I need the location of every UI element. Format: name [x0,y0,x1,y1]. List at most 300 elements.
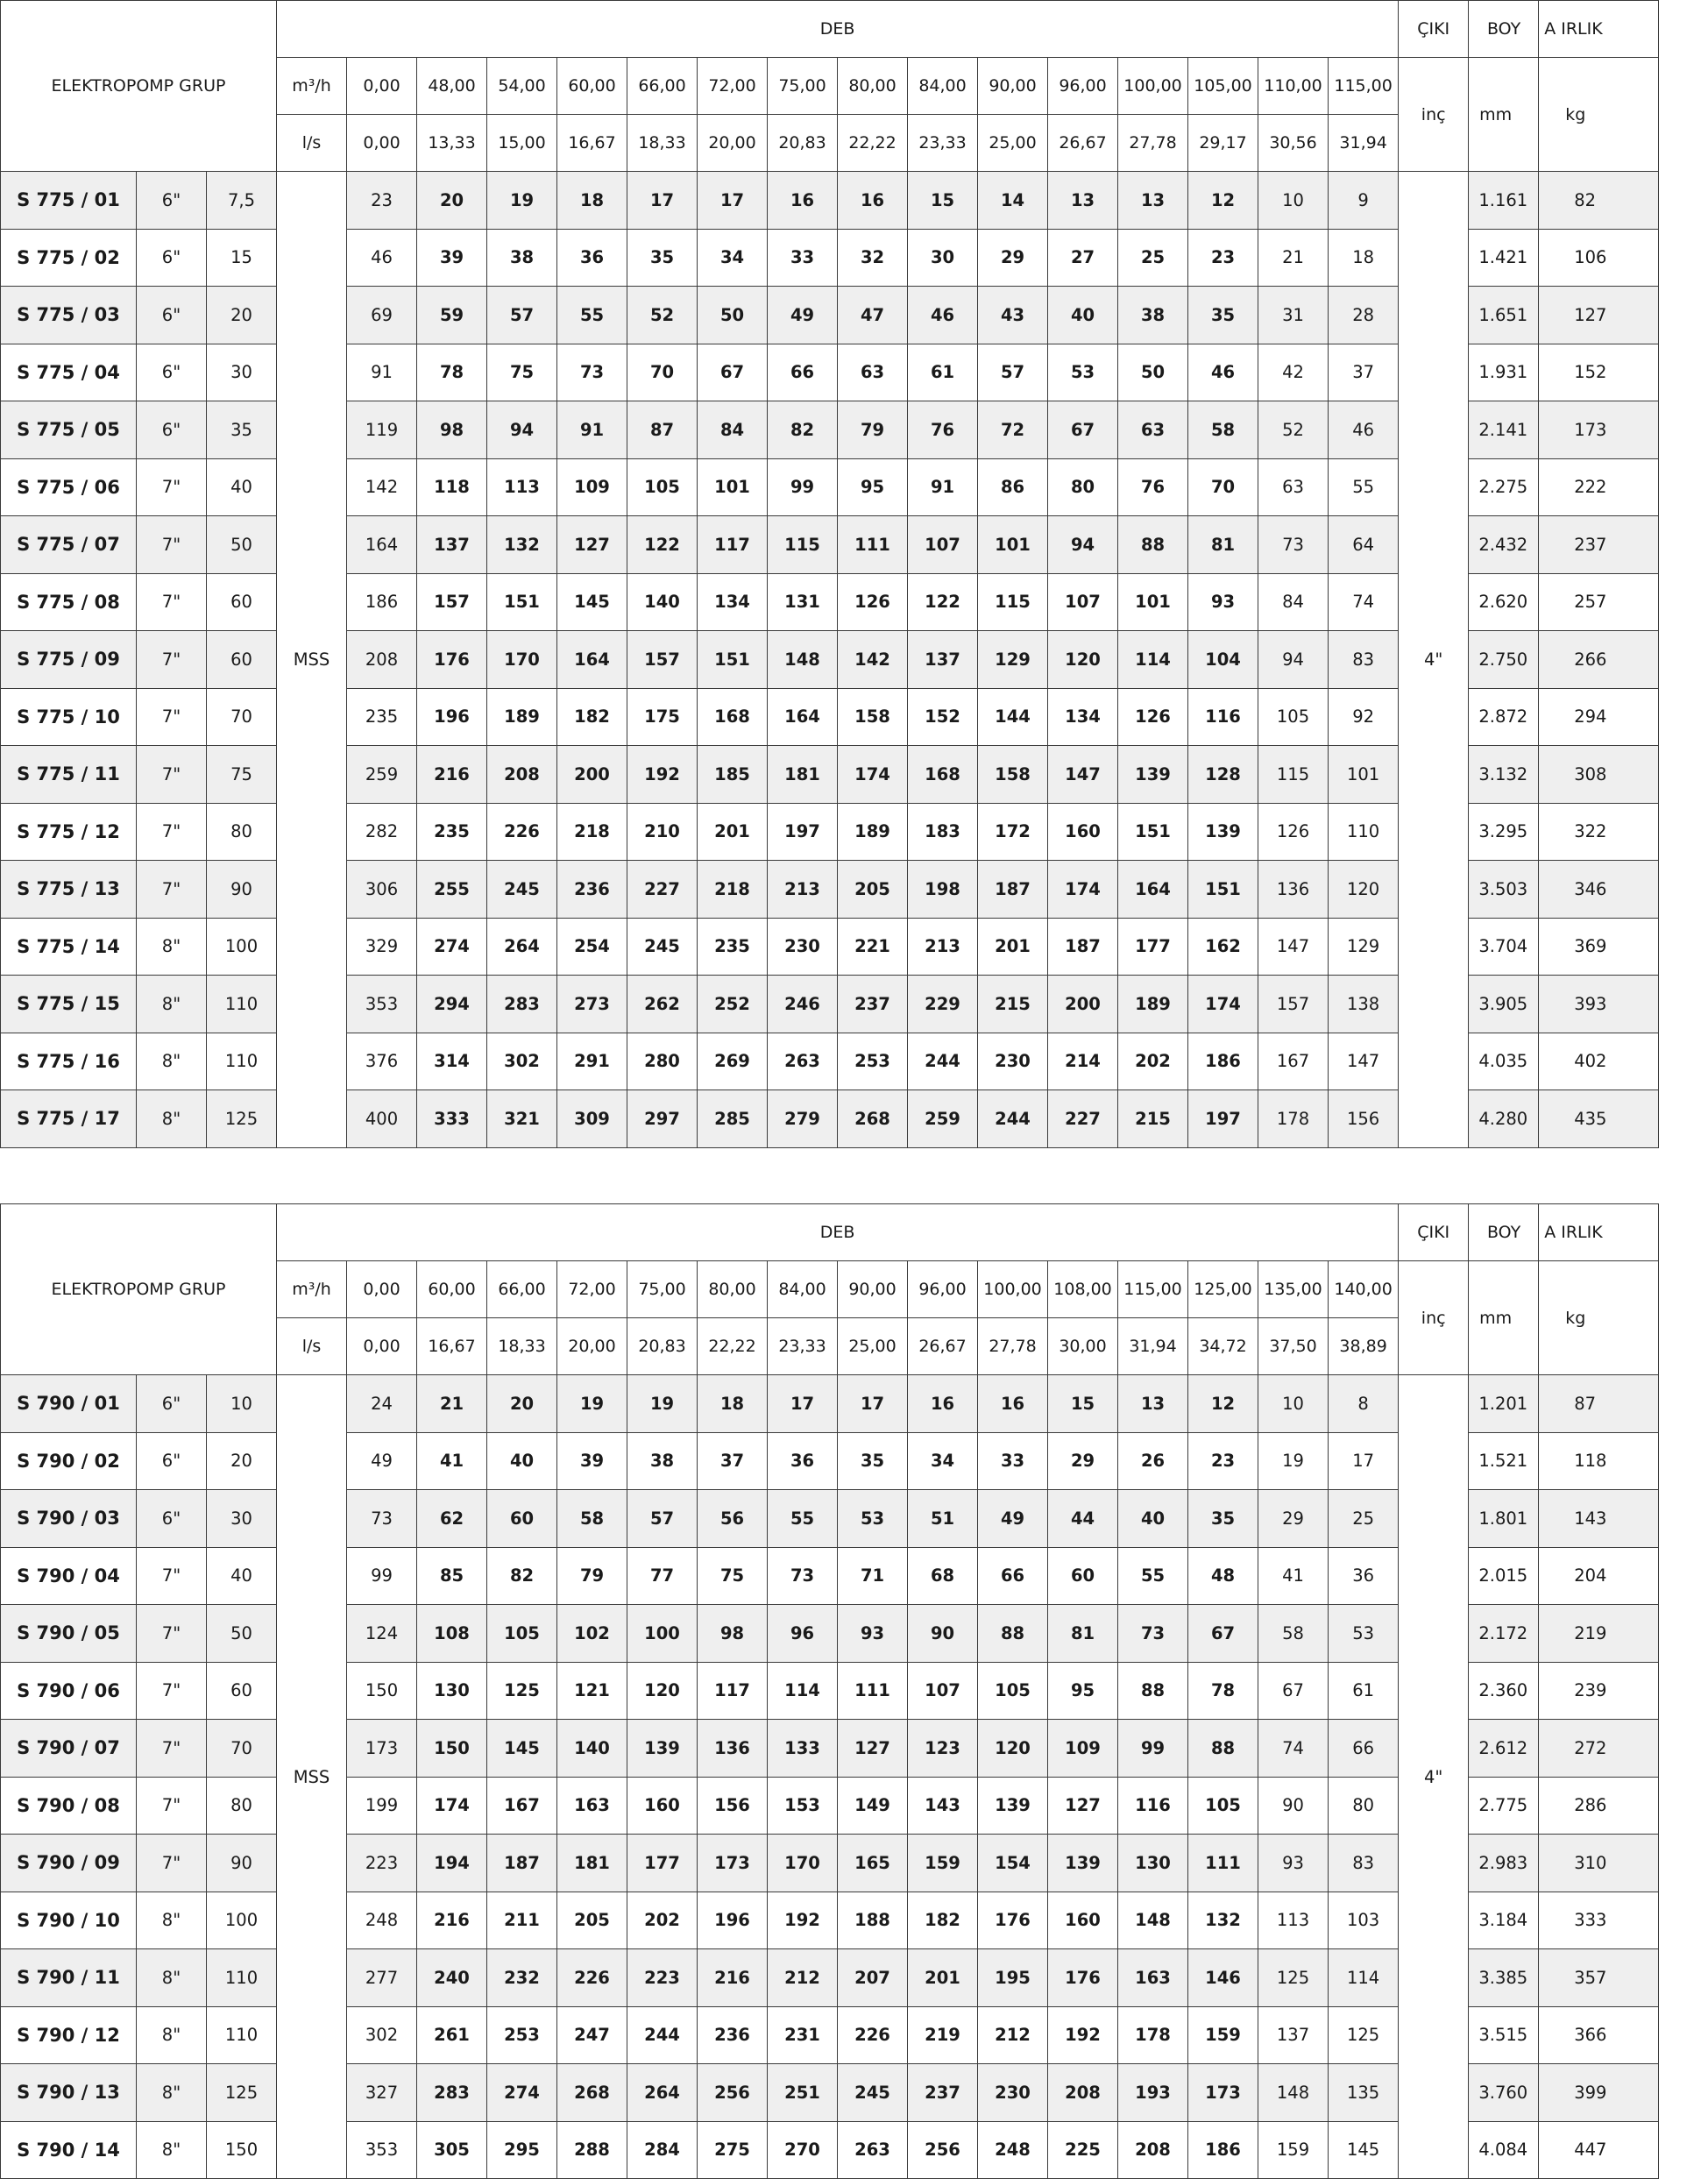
head-value: 94 [487,401,557,459]
head-value: 167 [1258,1033,1329,1090]
length-mm: 1.201 [1469,1375,1539,1433]
head-value: 140 [557,1720,627,1778]
head-value: 151 [487,573,557,631]
unit-m3h: m³/h [277,1261,347,1318]
head-value: 164 [557,631,627,689]
length-mm: 3.385 [1469,1949,1539,2007]
head-value: 150 [417,1720,487,1778]
head-value: 151 [1118,803,1188,861]
head-value: 213 [768,861,838,919]
flow-ls-cell: 27,78 [1118,115,1188,172]
head-value: 152 [908,688,978,746]
unit-mm: mm [1469,1261,1539,1375]
flow-ls-cell: 20,83 [768,115,838,172]
head-value: 111 [838,516,908,574]
head-value: 146 [1188,1949,1258,2007]
head-value: 28 [1329,287,1399,344]
head-value: 20 [417,172,487,230]
flow-ls-cell: 37,50 [1258,1318,1329,1375]
head-value: 108 [417,1605,487,1663]
head-value: 198 [908,861,978,919]
head-value: 376 [347,1033,417,1090]
model-name: S 775 / 12 [1,803,137,861]
head-value: 122 [908,573,978,631]
head-value: 53 [838,1490,908,1548]
motor-power: 50 [207,516,277,574]
flow-m3h-cell: 80,00 [698,1261,768,1318]
head-value: 254 [557,918,627,976]
weight-kg: 237 [1539,516,1659,574]
head-value: 107 [908,516,978,574]
head-value: 123 [908,1720,978,1778]
pump-size: 8" [137,1949,207,2007]
head-value: 244 [908,1033,978,1090]
head-value: 44 [1048,1490,1118,1548]
weight-kg: 272 [1539,1720,1659,1778]
head-value: 186 [1188,2121,1258,2179]
head-value: 244 [978,1090,1048,1148]
head-value: 96 [768,1605,838,1663]
head-value: 67 [1048,401,1118,459]
length-mm: 3.905 [1469,976,1539,1033]
flow-m3h-cell: 100,00 [978,1261,1048,1318]
head-value: 86 [978,458,1048,516]
head-value: 150 [347,1662,417,1720]
flow-m3h-cell: 72,00 [557,1261,627,1318]
head-value: 158 [978,746,1048,804]
head-value: 139 [978,1777,1048,1835]
head-value: 95 [1048,1662,1118,1720]
model-name: S 775 / 09 [1,631,137,689]
flow-m3h-cell: 115,00 [1329,58,1399,115]
head-value: 132 [1188,1892,1258,1949]
flow-ls-cell: 13,33 [417,115,487,172]
head-value: 118 [417,458,487,516]
head-value: 202 [627,1892,698,1949]
head-value: 244 [627,2006,698,2064]
header-row-deb [1,1,1708,58]
head-value: 120 [1329,861,1399,919]
head-value: 297 [627,1090,698,1148]
head-value: 130 [1118,1835,1188,1892]
head-value: 160 [627,1777,698,1835]
head-value: 46 [908,287,978,344]
head-value: 277 [347,1949,417,2007]
head-value: 56 [698,1490,768,1548]
head-value: 109 [1048,1720,1118,1778]
head-value: 51 [908,1490,978,1548]
head-value: 154 [978,1835,1048,1892]
head-value: 101 [1329,746,1399,804]
head-value: 73 [347,1490,417,1548]
head-value: 156 [698,1777,768,1835]
head-value: 173 [698,1835,768,1892]
pump-size: 8" [137,1892,207,1949]
model-name: S 775 / 01 [1,172,137,230]
flow-ls-cell: 0,00 [347,1318,417,1375]
length-mm: 2.750 [1469,631,1539,689]
unit-m3h: m³/h [277,58,347,115]
length-mm: 3.295 [1469,803,1539,861]
head-value: 36 [557,229,627,287]
cikis-label: ÇIKI [1399,1204,1469,1261]
length-mm: 1.421 [1469,229,1539,287]
head-value: 195 [978,1949,1048,2007]
head-value: 37 [698,1432,768,1490]
model-name: S 775 / 10 [1,688,137,746]
model-name: S 775 / 15 [1,976,137,1033]
head-value: 214 [1048,1033,1118,1090]
head-value: 94 [1258,631,1329,689]
head-value: 167 [487,1777,557,1835]
head-value: 58 [557,1490,627,1548]
head-value: 210 [627,803,698,861]
head-value: 101 [978,516,1048,574]
head-value: 100 [627,1605,698,1663]
model-name: S 790 / 02 [1,1432,137,1490]
motor-power: 125 [207,2064,277,2122]
head-value: 121 [557,1662,627,1720]
head-value: 129 [1329,918,1399,976]
head-value: 34 [698,229,768,287]
motor-type: MSS [277,1375,347,2179]
head-value: 353 [347,976,417,1033]
head-value: 27 [1048,229,1118,287]
group-label: ELEKTROPOMP GRUP [1,1,277,172]
head-value: 49 [347,1432,417,1490]
flow-m3h-cell: 90,00 [978,58,1048,115]
flow-m3h-cell: 135,00 [1258,1261,1329,1318]
head-value: 120 [1048,631,1118,689]
weight-kg: 127 [1539,287,1659,344]
head-value: 52 [627,287,698,344]
head-value: 270 [768,2121,838,2179]
flow-ls-cell: 20,00 [557,1318,627,1375]
head-value: 93 [1258,1835,1329,1892]
head-value: 170 [487,631,557,689]
head-value: 162 [1188,918,1258,976]
head-value: 159 [1258,2121,1329,2179]
motor-power: 100 [207,1892,277,1949]
head-value: 75 [698,1547,768,1605]
pump-size: 6" [137,229,207,287]
head-value: 23 [347,172,417,230]
model-name: S 775 / 02 [1,229,137,287]
head-value: 137 [1258,2006,1329,2064]
head-value: 151 [1188,861,1258,919]
head-value: 148 [768,631,838,689]
head-value: 216 [417,746,487,804]
flow-ls-cell: 30,00 [1048,1318,1118,1375]
head-value: 157 [1258,976,1329,1033]
head-value: 227 [627,861,698,919]
motor-power: 30 [207,344,277,401]
head-value: 38 [627,1432,698,1490]
head-value: 223 [347,1835,417,1892]
pump-size: 8" [137,918,207,976]
head-value: 213 [908,918,978,976]
head-value: 245 [487,861,557,919]
head-value: 145 [487,1720,557,1778]
head-value: 73 [768,1547,838,1605]
head-value: 164 [347,516,417,574]
length-mm: 2.141 [1469,401,1539,459]
head-value: 205 [557,1892,627,1949]
head-value: 135 [1329,2064,1399,2122]
head-value: 177 [627,1835,698,1892]
deb-label: DEB [277,1,1399,58]
head-value: 103 [1329,1892,1399,1949]
head-value: 274 [487,2064,557,2122]
head-value: 139 [627,1720,698,1778]
length-mm: 3.760 [1469,2064,1539,2122]
model-name: S 790 / 10 [1,1892,137,1949]
head-value: 245 [838,2064,908,2122]
weight-kg: 143 [1539,1490,1659,1548]
head-value: 268 [838,1090,908,1148]
head-value: 110 [1329,803,1399,861]
head-value: 18 [698,1375,768,1433]
unit-ls: l/s [277,115,347,172]
motor-power: 150 [207,2121,277,2179]
head-value: 246 [768,976,838,1033]
head-value: 67 [1188,1605,1258,1663]
head-value: 67 [698,344,768,401]
head-value: 41 [1258,1547,1329,1605]
flow-m3h-cell: 140,00 [1329,1261,1399,1318]
head-value: 70 [627,344,698,401]
head-value: 16 [838,172,908,230]
head-value: 295 [487,2121,557,2179]
flow-ls-cell: 23,33 [768,1318,838,1375]
head-value: 120 [978,1720,1048,1778]
unit-kg: kg [1539,1261,1659,1375]
weight-kg: 435 [1539,1090,1659,1148]
length-mm: 2.775 [1469,1777,1539,1835]
motor-power: 110 [207,1949,277,2007]
head-value: 114 [768,1662,838,1720]
head-value: 8 [1329,1375,1399,1433]
flow-ls-cell: 20,00 [698,115,768,172]
head-value: 98 [698,1605,768,1663]
head-value: 189 [838,803,908,861]
head-value: 215 [978,976,1048,1033]
head-value: 143 [908,1777,978,1835]
head-value: 17 [1329,1432,1399,1490]
head-value: 115 [768,516,838,574]
head-value: 248 [347,1892,417,1949]
pump-size: 7" [137,516,207,574]
head-value: 229 [908,976,978,1033]
pump-size: 7" [137,458,207,516]
head-value: 17 [838,1375,908,1433]
head-value: 211 [487,1892,557,1949]
head-value: 16 [908,1375,978,1433]
flow-m3h-cell: 125,00 [1188,1261,1258,1318]
head-value: 225 [1048,2121,1118,2179]
length-mm: 1.521 [1469,1432,1539,1490]
head-value: 122 [627,516,698,574]
head-value: 60 [1048,1547,1118,1605]
head-value: 55 [1118,1547,1188,1605]
head-value: 137 [908,631,978,689]
head-value: 261 [417,2006,487,2064]
agirlik-label: A IRLIK [1539,1,1659,58]
flow-ls-cell: 29,17 [1188,115,1258,172]
head-value: 133 [768,1720,838,1778]
pump-size: 7" [137,631,207,689]
head-value: 189 [487,688,557,746]
head-value: 253 [838,1033,908,1090]
head-value: 93 [838,1605,908,1663]
model-name: S 790 / 07 [1,1720,137,1778]
head-value: 105 [487,1605,557,1663]
head-value: 33 [978,1432,1048,1490]
head-value: 18 [1329,229,1399,287]
head-value: 259 [908,1090,978,1148]
head-value: 107 [908,1662,978,1720]
head-value: 35 [627,229,698,287]
head-value: 40 [487,1432,557,1490]
flow-ls-cell: 30,56 [1258,115,1329,172]
weight-kg: 204 [1539,1547,1659,1605]
head-value: 101 [1118,573,1188,631]
head-value: 196 [417,688,487,746]
head-value: 170 [768,1835,838,1892]
weight-kg: 346 [1539,861,1659,919]
head-value: 117 [698,1662,768,1720]
model-name: S 790 / 05 [1,1605,137,1663]
head-value: 19 [557,1375,627,1433]
head-value: 226 [487,803,557,861]
head-value: 68 [908,1547,978,1605]
length-mm: 1.161 [1469,172,1539,230]
head-value: 252 [698,976,768,1033]
head-value: 291 [557,1033,627,1090]
motor-power: 40 [207,1547,277,1605]
flow-ls-cell: 38,89 [1329,1318,1399,1375]
head-value: 77 [627,1547,698,1605]
head-value: 158 [838,688,908,746]
head-value: 138 [1329,976,1399,1033]
head-value: 134 [698,573,768,631]
model-name: S 775 / 16 [1,1033,137,1090]
head-value: 62 [417,1490,487,1548]
head-value: 147 [1048,746,1118,804]
head-value: 73 [557,344,627,401]
head-value: 109 [557,458,627,516]
head-value: 226 [838,2006,908,2064]
head-value: 227 [1048,1090,1118,1148]
head-value: 120 [627,1662,698,1720]
head-value: 10 [1258,172,1329,230]
head-value: 12 [1188,1375,1258,1433]
head-value: 117 [698,516,768,574]
length-mm: 2.172 [1469,1605,1539,1663]
head-value: 275 [698,2121,768,2179]
weight-kg: 82 [1539,172,1659,230]
pump-size: 7" [137,1720,207,1778]
length-mm: 3.132 [1469,746,1539,804]
weight-kg: 239 [1539,1662,1659,1720]
head-value: 216 [698,1949,768,2007]
table-row [1,1375,1708,1433]
weight-kg: 87 [1539,1375,1659,1433]
head-value: 128 [1188,746,1258,804]
head-value: 31 [1258,287,1329,344]
head-value: 42 [1258,344,1329,401]
head-value: 153 [768,1777,838,1835]
flow-ls-cell: 26,67 [1048,115,1118,172]
pump-size: 6" [137,1375,207,1433]
pump-size: 7" [137,573,207,631]
length-mm: 3.515 [1469,2006,1539,2064]
model-name: S 790 / 11 [1,1949,137,2007]
weight-kg: 366 [1539,2006,1659,2064]
head-value: 280 [627,1033,698,1090]
head-value: 137 [417,516,487,574]
head-value: 174 [838,746,908,804]
head-value: 247 [557,2006,627,2064]
head-value: 17 [627,172,698,230]
head-value: 92 [1329,688,1399,746]
head-value: 50 [1118,344,1188,401]
flow-m3h-cell: 80,00 [838,58,908,115]
pump-size: 6" [137,287,207,344]
head-value: 129 [978,631,1048,689]
head-value: 305 [417,2121,487,2179]
head-value: 160 [1048,803,1118,861]
head-value: 188 [838,1892,908,1949]
head-value: 105 [627,458,698,516]
group-label: ELEKTROPOMP GRUP [1,1204,277,1375]
weight-kg: 294 [1539,688,1659,746]
head-value: 205 [838,861,908,919]
head-value: 173 [1188,2064,1258,2122]
head-value: 235 [417,803,487,861]
head-value: 223 [627,1949,698,2007]
head-value: 333 [417,1090,487,1148]
head-value: 127 [557,516,627,574]
head-value: 321 [487,1090,557,1148]
head-value: 90 [908,1605,978,1663]
motor-power: 110 [207,1033,277,1090]
head-value: 236 [557,861,627,919]
model-name: S 775 / 08 [1,573,137,631]
head-value: 114 [1118,631,1188,689]
pump-size: 7" [137,1835,207,1892]
head-value: 50 [698,287,768,344]
head-value: 71 [838,1547,908,1605]
head-value: 237 [838,976,908,1033]
head-value: 58 [1188,401,1258,459]
motor-power: 7,5 [207,172,277,230]
head-value: 200 [557,746,627,804]
head-value: 79 [838,401,908,459]
head-value: 259 [347,746,417,804]
head-value: 189 [1118,976,1188,1033]
head-value: 164 [1118,861,1188,919]
length-mm: 1.931 [1469,344,1539,401]
head-value: 159 [1188,2006,1258,2064]
motor-power: 20 [207,287,277,344]
head-value: 84 [1258,573,1329,631]
motor-power: 60 [207,1662,277,1720]
head-value: 148 [1258,2064,1329,2122]
head-value: 285 [698,1090,768,1148]
head-value: 99 [347,1547,417,1605]
flow-m3h-cell: 72,00 [698,58,768,115]
